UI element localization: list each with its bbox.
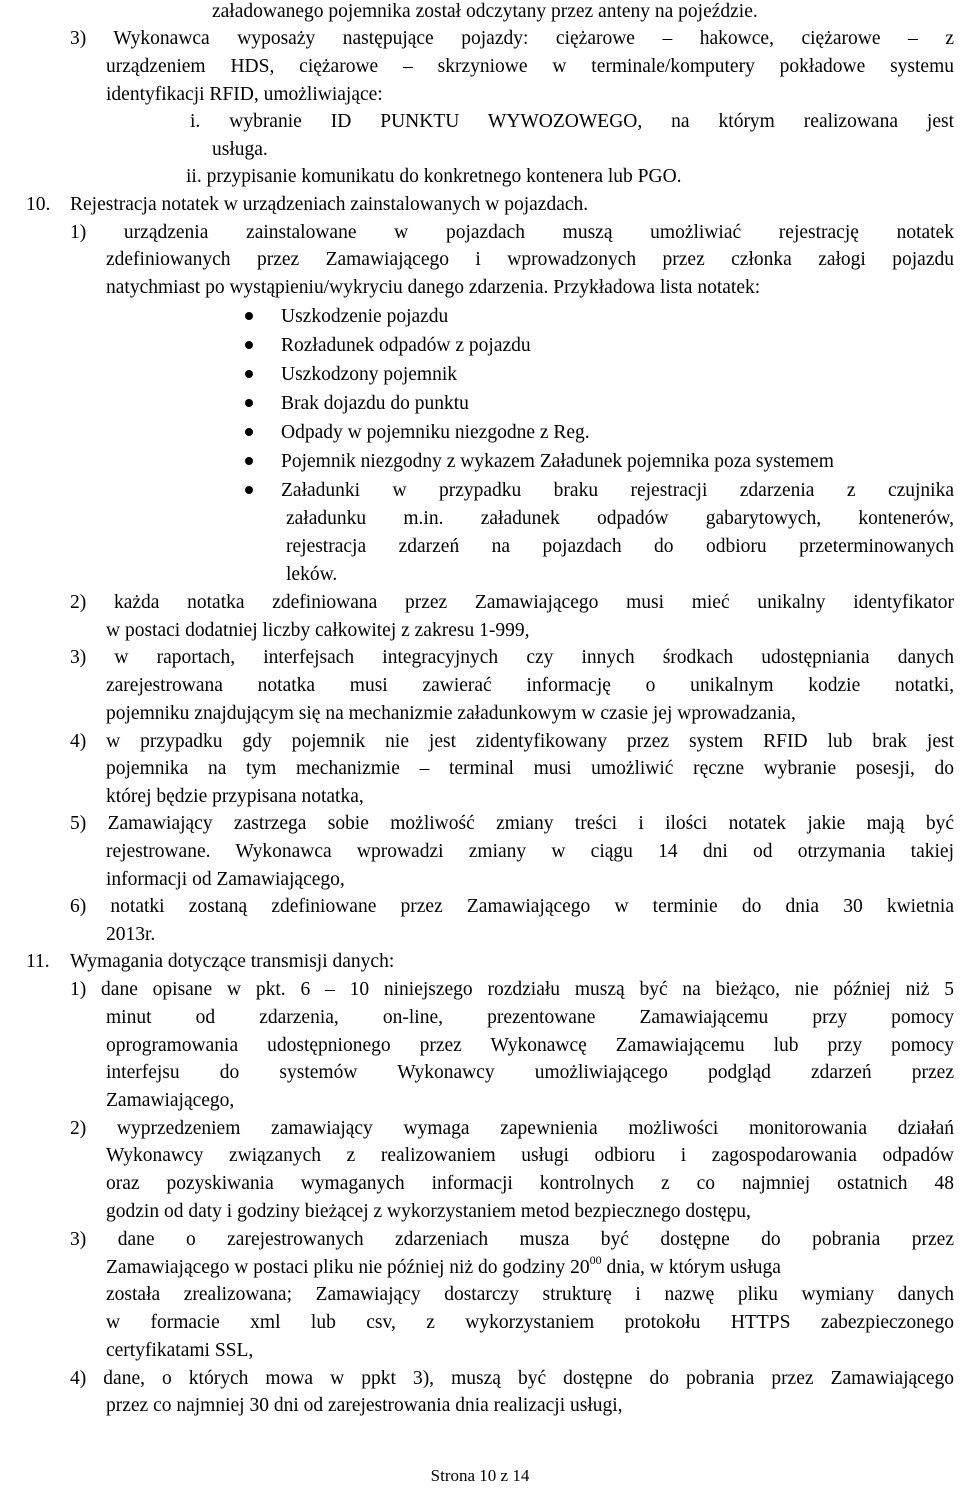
list-item-1: 1) dane opisane w pkt. 6 – 10 niniejszego rozdziału muszą być na bieżąco, nie później niż 5 xyxy=(70,979,954,1000)
list-item-3: 3) dane o zarejestrowanych zdarzeniach musza być dostępne do pobrania przez xyxy=(70,1229,954,1250)
section-heading: Wymagania dotyczące transmisji danych: xyxy=(70,951,395,972)
text-span: Zamawiającego w postaci pliku nie później niż do godziny 20 xyxy=(106,1257,590,1278)
list-item-4: 4) w przypadku gdy pojemnik nie jest zidentyfikowany przez system RFID lub brak jest xyxy=(70,731,954,752)
bullet-item: Rozładunek odpadów z pojazdu xyxy=(281,335,531,356)
bullet-item: Pojemnik niezgodny z wykazem Załadunek pojemnika poza systemem xyxy=(281,451,834,472)
list-item-6: 6) notatki zostaną zdefiniowane przez Zamawiającego w terminie do dnia 30 kwietnia xyxy=(70,896,954,917)
bullet-icon xyxy=(245,399,253,407)
list-item-3: 3) Wykonawca wyposaży następujące pojazdy: ciężarowe – hakowce, ciężarowe – z xyxy=(70,28,954,49)
text-line: załadowanego pojemnika został odczytany przez anteny na pojeździe. xyxy=(212,1,758,22)
bullet-icon xyxy=(245,341,253,349)
section-heading: Rejestracja notatek w urządzeniach zainstalowanych w pojazdach. xyxy=(70,194,589,215)
text-line: Wykonawcy związanych z realizowaniem usługi odbioru i zagospodarowania odpadów xyxy=(106,1145,954,1166)
text-line: pojemniku znajdującym się na mechanizmie załadunkowym w czasie jej wprowadzania, xyxy=(106,703,796,724)
list-item-3: 3) w raportach, interfejsach integracyjnych czy innych środkach udostępniania danych xyxy=(70,647,954,668)
bullet-icon xyxy=(245,486,253,494)
bullet-item: Załadunki w przypadku braku rejestracji zdarzenia z czujnika xyxy=(281,480,954,501)
text-line: minut od zdarzenia, on-line, prezentowane Zamawiającemu przy pomocy xyxy=(106,1007,954,1028)
bullet-item: Odpady w pojemniku niezgodne z Reg. xyxy=(281,422,590,443)
subitem-i: i. wybranie ID PUNKTU WYWOZOWEGO, na którym realizowana jest xyxy=(190,111,954,132)
text-line: informacji od Zamawiającego, xyxy=(106,869,345,890)
text-line: zarejestrowana notatka musi zawierać informację o unikalnym kodzie notatki, xyxy=(106,675,954,696)
text-line: 2013r. xyxy=(106,924,156,945)
list-item-1: 1) urządzenia zainstalowane w pojazdach muszą umożliwiać rejestrację notatek xyxy=(70,222,954,243)
text-line: została zrealizowana; Zamawiający dostarczy strukturę i nazwę pliku wymiany danych xyxy=(106,1284,954,1305)
section-number: 10. xyxy=(26,194,51,215)
text-line: rejestrowane. Wykonawca wprowadzi zmiany w ciągu 14 dni od otrzymania takiej xyxy=(106,841,954,862)
list-item-4: 4) dane, o których mowa w ppkt 3), muszą być dostępne do pobrania przez Zamawiającego xyxy=(70,1368,954,1389)
bullet-icon xyxy=(245,370,253,378)
page-footer: Strona 10 z 14 xyxy=(430,1466,530,1485)
list-item-2: 2) wyprzedzeniem zamawiający wymaga zapewnienia możliwości monitorowania działań xyxy=(70,1118,954,1139)
bullet-icon xyxy=(245,457,253,465)
list-item-5: 5) Zamawiający zastrzega sobie możliwość zmiany treści i ilości notatek jakie mają być xyxy=(70,813,954,834)
text-line-with-superscript xyxy=(106,1253,781,1280)
subitem-ii: ii. przypisanie komunikatu do konkretnego kontenera lub PGO. xyxy=(186,166,682,187)
text-line: identyfikacji RFID, umożliwiające: xyxy=(106,84,383,105)
text-span: dnia, w którym usługa xyxy=(601,1257,781,1278)
text-line: rejestracja zdarzeń na pojazdach do odbioru przeterminowanych xyxy=(286,536,954,557)
text-line: oprogramowania udostępnionego przez Wykonawcę Zamawiającemu lub przy pomocy xyxy=(106,1035,954,1056)
text-line: pojemnika na tym mechanizmie – terminal musi umożliwić ręczne wybranie posesji, do xyxy=(106,758,954,779)
text-line: natychmiast po wystąpieniu/wykryciu danego zdarzenia. Przykładowa lista notatek: xyxy=(106,277,761,298)
superscript: 00 xyxy=(589,1253,602,1267)
text-line: leków. xyxy=(286,564,338,585)
list-item-2: 2) każda notatka zdefiniowana przez Zamawiającego musi mieć unikalny identyfikator xyxy=(70,592,954,613)
text-line: przez co najmniej 30 dni od zarejestrowania dnia realizacji usługi, xyxy=(106,1395,623,1416)
text-line: w formacie xml lub csv, z wykorzystaniem protokołu HTTPS zabezpieczonego xyxy=(106,1312,954,1333)
text-line: certyfikatami SSL, xyxy=(106,1340,254,1361)
text-line: urządzeniem HDS, ciężarowe – skrzyniowe w terminale/komputery pokładowe systemu xyxy=(106,56,954,77)
text-line: usługa. xyxy=(212,139,268,160)
bullet-item: Uszkodzenie pojazdu xyxy=(281,306,449,327)
text-line: której będzie przypisana notatka, xyxy=(106,786,364,807)
bullet-item: Uszkodzony pojemnik xyxy=(281,364,458,385)
text-line: godzin od daty i godziny bieżącej z wykorzystaniem metod bezpiecznego dostępu, xyxy=(106,1201,751,1222)
text-line: oraz pozyskiwania wymaganych informacji kontrolnych z co najmniej ostatnich 48 xyxy=(106,1173,954,1194)
text-line: Zamawiającego, xyxy=(106,1090,235,1111)
text-line: załadunku m.in. załadunek odpadów gabarytowych, kontenerów, xyxy=(286,508,954,529)
bullet-item: Brak dojazdu do punktu xyxy=(281,393,469,414)
text-line: w postaci dodatniej liczby całkowitej z zakresu 1-999, xyxy=(106,620,530,641)
text-line: interfejsu do systemów Wykonawcy umożliwiającego podgląd zdarzeń przez xyxy=(106,1062,954,1083)
text-line: zdefiniowanych przez Zamawiającego i wprowadzonych przez członka załogi pojazdu xyxy=(106,249,954,270)
section-number: 11. xyxy=(26,951,50,972)
bullet-icon xyxy=(245,312,253,320)
bullet-icon xyxy=(245,428,253,436)
